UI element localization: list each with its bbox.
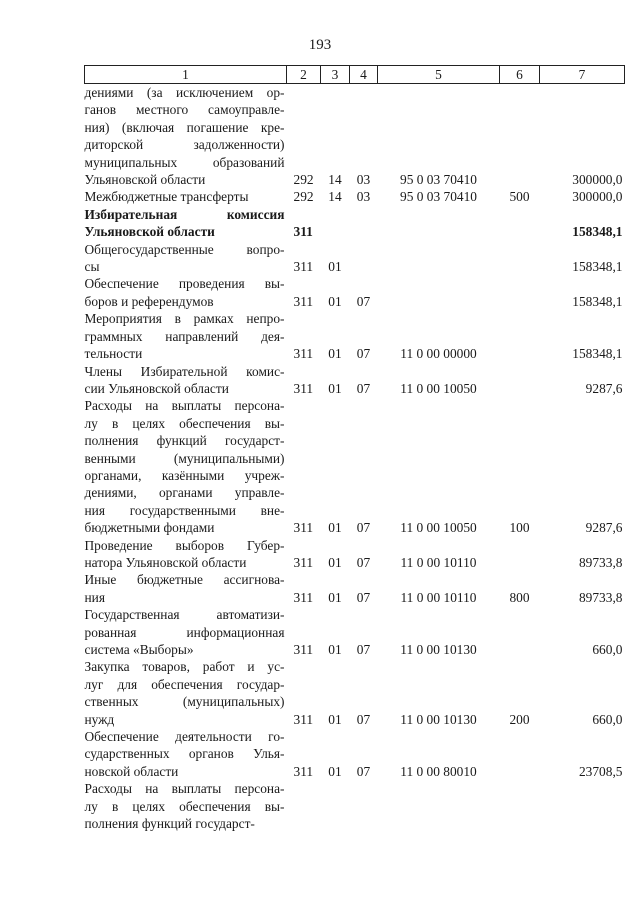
row-name-line: новской области <box>84 763 179 779</box>
row-name-line: венными (муниципальными) <box>84 450 285 466</box>
row-name-line: Межбюджетные трансферты <box>84 189 249 205</box>
table-row <box>85 537 625 572</box>
table-row <box>85 780 625 832</box>
row-name <box>85 188 287 205</box>
budget-table <box>84 65 625 832</box>
row-target-article: 11 0 00 10130 <box>400 642 477 657</box>
row-name-line: полнения функций государст- <box>84 816 255 832</box>
header-cell-4: 4 <box>350 66 378 84</box>
row-section: 01 <box>328 642 342 657</box>
row-amount: 300000,0 <box>572 172 623 188</box>
row-name-line: Расходы на выплаты персона- <box>84 781 285 797</box>
row-name-line: система «Выборы» <box>84 642 194 657</box>
table-row <box>85 728 625 780</box>
row-target-article: 95 0 03 70410 <box>400 172 477 188</box>
row-name <box>85 780 287 832</box>
row-name-line: дениями, органами управле- <box>84 485 285 501</box>
row-admin-code: 311 <box>293 642 314 657</box>
table-row <box>85 658 625 728</box>
row-name-line: Общегосударственные вопро- <box>84 241 285 257</box>
row-section: 01 <box>328 380 342 396</box>
row-amount: 158348,1 <box>572 224 623 240</box>
row-amount: 9287,6 <box>585 380 623 396</box>
row-amount: 300000,0 <box>572 189 623 205</box>
row-name <box>85 728 287 780</box>
row-name <box>85 363 287 398</box>
row-amount: 660,0 <box>592 711 623 727</box>
row-admin-code: 292 <box>293 189 314 205</box>
row-name-line: Закупка товаров, работ и ус- <box>84 659 285 675</box>
row-name <box>85 275 287 310</box>
row-expense-type: 800 <box>509 589 530 605</box>
row-expense-type: 100 <box>509 520 530 536</box>
row-amount: 660,0 <box>592 642 623 657</box>
row-section <box>321 780 350 832</box>
row-subsection <box>350 780 378 832</box>
row-name-line: Ульяновской области <box>84 172 206 188</box>
row-subsection: 07 <box>356 711 371 727</box>
row-admin-code: 311 <box>293 711 314 727</box>
row-target-article: 11 0 00 10110 <box>400 589 477 605</box>
row-name-line: ственных (муниципальных) <box>84 694 285 710</box>
table-row <box>85 363 625 398</box>
row-name-line: ния) (включая погашение кре- <box>84 119 285 135</box>
row-subsection: 07 <box>356 380 371 396</box>
row-expense-type <box>500 537 540 572</box>
row-amount: 158348,1 <box>572 293 623 309</box>
row-name-line: Члены Избирательной комис- <box>84 363 285 379</box>
row-name-line: Ульяновской области <box>84 224 215 240</box>
row-target-article: 11 0 00 00000 <box>400 346 477 362</box>
row-expense-type <box>500 363 540 398</box>
row-name-line: муниципальных образований <box>84 154 285 170</box>
row-amount: 89733,8 <box>578 589 623 605</box>
row-subsection: 07 <box>356 763 371 779</box>
row-admin-code: 311 <box>293 224 313 240</box>
row-expense-type <box>500 275 540 310</box>
header-cell-6: 6 <box>500 66 540 84</box>
row-name <box>85 84 287 189</box>
table-header-row <box>85 66 625 84</box>
row-name-line: нужд <box>84 711 115 727</box>
row-name-line: лу в целях обеспечения вы- <box>84 415 285 431</box>
row-name-line: луг для обеспечения государ- <box>84 676 285 692</box>
row-name <box>85 241 287 276</box>
page-number: 193 <box>308 37 332 53</box>
row-admin-code: 311 <box>293 763 314 779</box>
row-admin-code: 311 <box>293 259 314 275</box>
table-row <box>85 275 625 310</box>
row-section: 14 <box>328 189 342 205</box>
row-subsection: 07 <box>356 346 371 362</box>
row-admin-code: 311 <box>293 554 314 570</box>
table-row <box>85 397 625 536</box>
row-expense-type <box>500 310 540 362</box>
row-name <box>85 310 287 362</box>
row-name <box>85 606 287 658</box>
row-name-line: рованная информационная <box>84 624 285 640</box>
row-section: 01 <box>328 293 342 309</box>
table-row <box>85 84 625 189</box>
row-subsection: 03 <box>356 172 371 188</box>
row-name-line: диторской задолженности) <box>84 137 285 153</box>
row-name-line: сии Ульяновской области <box>84 380 229 396</box>
row-name-line: ния <box>84 589 105 605</box>
row-target-article: 11 0 00 10110 <box>400 554 477 570</box>
row-admin-code: 292 <box>293 172 314 188</box>
row-name-line: органами, казёнными учреж- <box>84 467 285 483</box>
row-name-line: сы <box>84 259 100 275</box>
row-name-line: лу в целях обеспечения вы- <box>84 798 285 814</box>
row-admin-code: 311 <box>293 589 314 605</box>
row-name-line: сударственных органов Улья- <box>84 746 285 762</box>
table-row <box>85 571 625 606</box>
row-name-line: Проведение выборов Губер- <box>84 537 285 553</box>
table-row <box>85 206 625 241</box>
row-amount: 158348,1 <box>572 346 623 362</box>
row-subsection: 03 <box>356 189 371 205</box>
row-subsection: 07 <box>356 554 371 570</box>
row-name-line: дениями (за исключением ор- <box>84 85 285 100</box>
header-cell-5: 5 <box>378 66 500 84</box>
row-name-line: Обеспечение деятельности го- <box>84 729 285 745</box>
row-admin-code: 311 <box>293 293 314 309</box>
table-body <box>85 84 625 833</box>
row-name <box>85 658 287 728</box>
row-name-line: Государственная автоматизи- <box>84 607 285 623</box>
row-name-line: полнения функций государст- <box>84 433 285 449</box>
header-cell-1: 1 <box>85 66 287 84</box>
row-target-article: 11 0 00 10130 <box>400 711 477 727</box>
row-target-article <box>378 780 500 832</box>
row-subsection: 07 <box>356 642 371 657</box>
row-name <box>85 571 287 606</box>
row-amount: 89733,8 <box>578 554 623 570</box>
row-name-line: бюджетными фондами <box>84 520 215 536</box>
row-section: 01 <box>328 711 342 727</box>
row-target-article: 95 0 03 70410 <box>400 189 477 205</box>
row-target-article: 11 0 00 80010 <box>400 763 477 779</box>
table-row <box>85 606 625 658</box>
table-row <box>85 241 625 276</box>
row-expense-type: 500 <box>509 189 530 205</box>
row-subsection <box>350 206 378 241</box>
row-expense-type <box>500 728 540 780</box>
row-name-line: Обеспечение проведения вы- <box>84 276 285 292</box>
row-name <box>85 397 287 536</box>
row-name <box>85 537 287 572</box>
row-name-line: тельности <box>84 346 143 362</box>
header-cell-2: 2 <box>287 66 321 84</box>
row-name-line: натора Ульяновской области <box>84 554 247 570</box>
row-name-line: ния государственными вне- <box>84 502 285 518</box>
row-admin-code: 311 <box>293 380 314 396</box>
row-section: 14 <box>328 172 342 188</box>
row-expense-type <box>500 241 540 276</box>
header-cell-3: 3 <box>321 66 350 84</box>
row-expense-type <box>500 780 540 832</box>
row-expense-type <box>500 84 540 189</box>
row-name-line: граммных направлений дея- <box>84 328 285 344</box>
row-target-article: 11 0 00 10050 <box>400 380 477 396</box>
row-amount: 158348,1 <box>572 259 623 275</box>
row-amount <box>540 780 625 832</box>
row-section: 01 <box>328 763 342 779</box>
row-name-line: Избирательная комиссия <box>84 206 285 222</box>
row-name-line: боров и референдумов <box>84 293 214 309</box>
row-admin-code: 311 <box>293 346 314 362</box>
row-section: 01 <box>328 259 342 275</box>
row-name-line: ганов местного самоуправле- <box>84 102 285 118</box>
row-admin-code: 311 <box>293 520 314 536</box>
row-expense-type <box>500 606 540 658</box>
row-section: 01 <box>328 346 342 362</box>
row-admin-code <box>287 780 321 832</box>
table-row <box>85 310 625 362</box>
row-name-line: Мероприятия в рамках непро- <box>84 311 285 327</box>
row-name <box>85 206 287 241</box>
row-expense-type: 200 <box>509 711 530 727</box>
header-cell-7: 7 <box>540 66 625 84</box>
row-amount: 9287,6 <box>585 520 623 536</box>
table-row <box>85 188 625 205</box>
row-target-article <box>378 206 500 241</box>
row-target-article <box>378 275 500 310</box>
row-target-article: 11 0 00 10050 <box>400 520 477 536</box>
row-subsection: 07 <box>356 520 371 536</box>
row-expense-type <box>500 206 540 241</box>
row-section: 01 <box>328 589 342 605</box>
row-subsection <box>350 241 378 276</box>
row-amount: 23708,5 <box>578 763 623 779</box>
row-name-line: Расходы на выплаты персона- <box>84 398 285 414</box>
row-section: 01 <box>328 520 342 536</box>
row-target-article <box>378 241 500 276</box>
row-section: 01 <box>328 554 342 570</box>
row-name-line: Иные бюджетные ассигнова- <box>84 572 285 588</box>
row-subsection: 07 <box>356 293 371 309</box>
row-subsection: 07 <box>356 589 371 605</box>
row-section <box>321 206 350 241</box>
